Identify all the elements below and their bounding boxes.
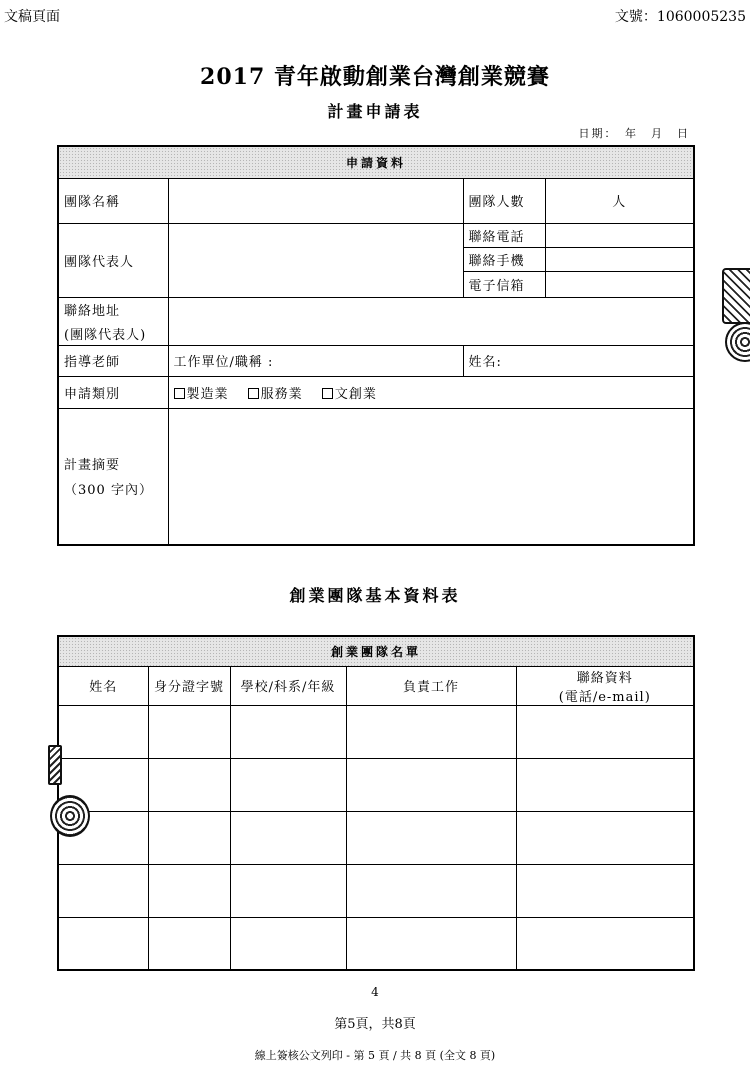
summary-label-line2: （300 字內） xyxy=(64,483,153,499)
category-option-label: 文創業 xyxy=(334,386,377,402)
team-name-field[interactable] xyxy=(168,178,463,223)
checkbox-icon[interactable] xyxy=(174,388,185,399)
table-row xyxy=(58,705,694,758)
table-cell[interactable] xyxy=(230,758,346,811)
table-cell[interactable] xyxy=(230,811,346,864)
team-size-unit[interactable]: 人 xyxy=(545,178,694,223)
email-field[interactable] xyxy=(545,271,694,297)
doc-number: 文號：1060005235 xyxy=(614,9,746,25)
category-options xyxy=(168,376,694,408)
advisor-unit-field[interactable] xyxy=(168,345,463,376)
summary-label-line1: 計畫摘要 xyxy=(64,458,121,474)
category-option-service[interactable] xyxy=(248,387,303,402)
table-cell[interactable] xyxy=(346,811,516,864)
table-cell[interactable] xyxy=(148,705,230,758)
rep-field[interactable] xyxy=(168,223,463,297)
col-contact-line1: 聯絡資料 xyxy=(576,670,633,686)
table-cell[interactable] xyxy=(516,811,694,864)
page-title: 2017 青年啟動創業台灣創業競賽 xyxy=(200,64,550,90)
table-cell[interactable] xyxy=(230,917,346,970)
team-name-label: 團隊名稱 xyxy=(58,178,168,223)
email-label: 電子信箱 xyxy=(463,271,545,297)
table-row xyxy=(58,758,694,811)
category-label: 申請類別 xyxy=(58,376,168,408)
col-name: 姓名 xyxy=(58,666,148,705)
advisor-label: 指導老師 xyxy=(58,345,168,376)
official-seal-stamp-round xyxy=(50,795,90,837)
print-info: 線上簽核公文列印 - 第 5 頁 / 共 8 頁 (全文 8 頁) xyxy=(254,1049,496,1062)
official-seal-stamp xyxy=(722,268,750,324)
table-cell[interactable] xyxy=(346,864,516,917)
team-section-header: 創業團隊名單 xyxy=(58,636,694,666)
table-cell[interactable] xyxy=(148,811,230,864)
application-section-header: 申請資料 xyxy=(58,146,694,178)
page-info: 第5頁，共8頁 xyxy=(334,1017,416,1032)
col-role: 負責工作 xyxy=(346,666,516,705)
address-label-line1: 聯絡地址 xyxy=(64,303,121,319)
table-cell[interactable] xyxy=(346,758,516,811)
mobile-label: 聯絡手機 xyxy=(463,247,545,271)
checkbox-icon[interactable] xyxy=(248,388,259,399)
rep-label: 團隊代表人 xyxy=(58,223,168,297)
table-row xyxy=(58,864,694,917)
table-cell[interactable] xyxy=(516,758,694,811)
summary-label xyxy=(58,408,168,545)
official-seal-stamp xyxy=(48,745,62,785)
advisor-name-label: 姓名: xyxy=(468,355,502,370)
application-table xyxy=(57,145,695,546)
advisor-unit-label: 工作單位/職稱 : xyxy=(173,355,274,370)
table-cell[interactable] xyxy=(148,864,230,917)
doc-type-label: 文稿頁面 xyxy=(4,9,60,25)
category-option-creative[interactable] xyxy=(322,387,377,402)
date-field: 日期： 年 月 日 xyxy=(578,127,690,140)
phone-label: 聯絡電話 xyxy=(463,223,545,247)
table-cell[interactable] xyxy=(516,864,694,917)
table-cell[interactable] xyxy=(230,864,346,917)
category-option-manufacturing[interactable] xyxy=(174,387,229,402)
table-cell[interactable] xyxy=(230,705,346,758)
summary-field[interactable] xyxy=(168,408,694,545)
team-size-label: 團隊人數 xyxy=(463,178,545,223)
col-contact-line2: (電話/e-mail) xyxy=(558,689,651,705)
checkbox-icon[interactable] xyxy=(322,388,333,399)
official-seal-stamp-round xyxy=(725,322,750,362)
col-id: 身分證字號 xyxy=(148,666,230,705)
address-field[interactable] xyxy=(168,297,694,345)
col-contact xyxy=(516,666,694,705)
mobile-field[interactable] xyxy=(545,247,694,271)
category-option-label: 製造業 xyxy=(186,386,229,402)
table-cell[interactable] xyxy=(346,917,516,970)
table-cell[interactable] xyxy=(58,864,148,917)
page-number: 4 xyxy=(371,985,379,999)
table-cell[interactable] xyxy=(516,917,694,970)
table-row xyxy=(58,917,694,970)
category-option-label: 服務業 xyxy=(260,386,303,402)
col-school: 學校/科系/年級 xyxy=(230,666,346,705)
page-subtitle: 計畫申請表 xyxy=(327,102,423,121)
address-label xyxy=(58,297,168,345)
advisor-name-field[interactable] xyxy=(463,345,694,376)
table-cell[interactable] xyxy=(148,917,230,970)
team-table xyxy=(57,635,695,971)
team-section-title: 創業團隊基本資料表 xyxy=(289,586,461,605)
table-cell[interactable] xyxy=(58,705,148,758)
table-row xyxy=(58,811,694,864)
table-cell[interactable] xyxy=(516,705,694,758)
table-cell[interactable] xyxy=(148,758,230,811)
table-cell[interactable] xyxy=(346,705,516,758)
address-label-line2: (團隊代表人) xyxy=(64,327,147,343)
phone-field[interactable] xyxy=(545,223,694,247)
table-cell[interactable] xyxy=(58,917,148,970)
